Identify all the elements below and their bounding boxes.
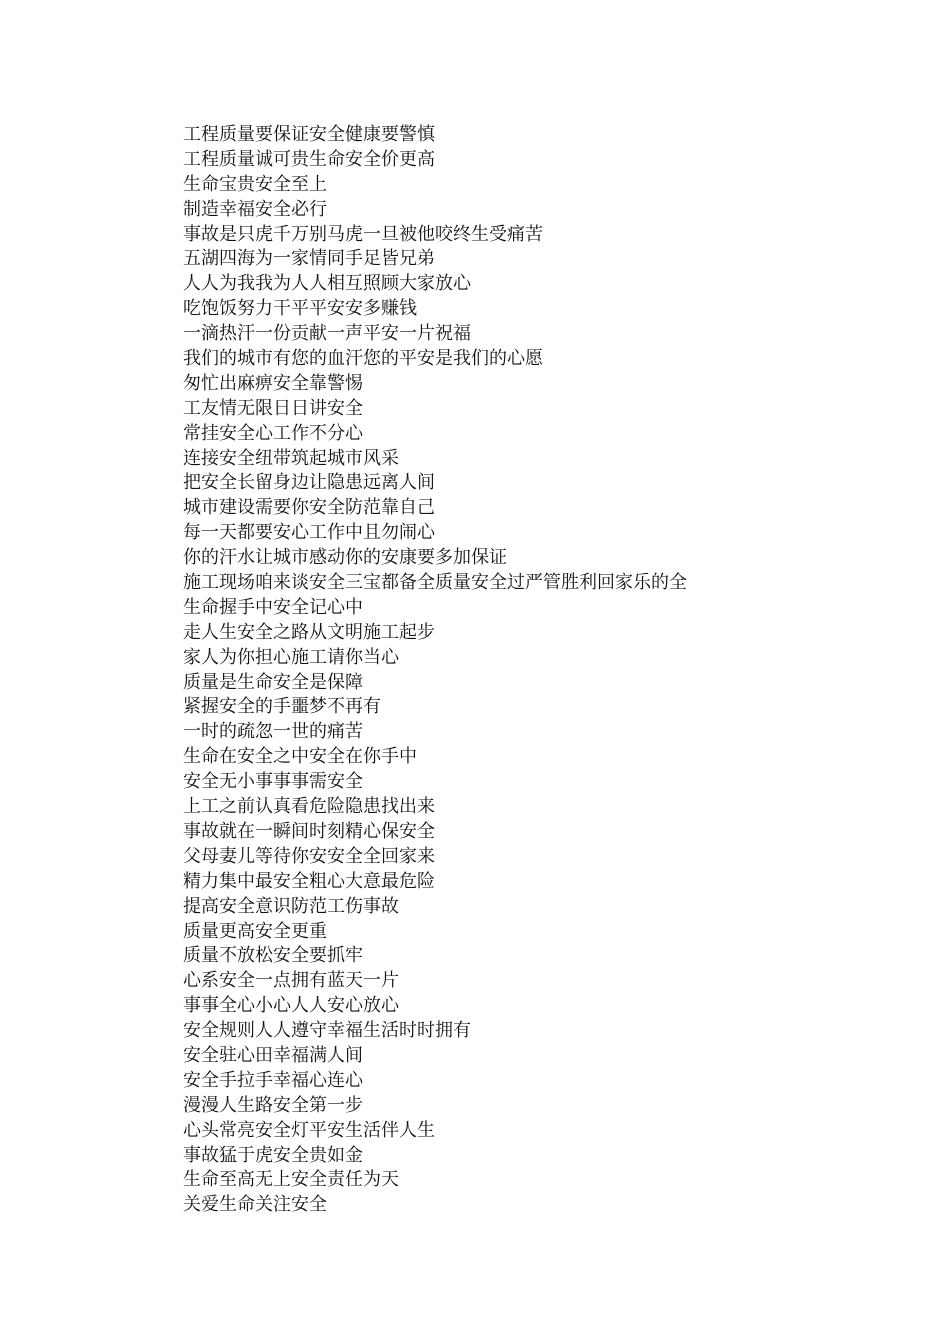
slogan-line: 心头常亮安全灯平安生活伴人生 [183, 1119, 435, 1141]
slogan-line: 心系安全一点拥有蓝天一片 [183, 970, 399, 992]
slogan-line: 事故是只虎千万别马虎一旦被他咬终生受痛苦 [183, 223, 543, 245]
slogan-line: 吃饱饭努力干平平安安多赚钱 [183, 298, 417, 320]
slogan-line: 父母妻儿等待你安安全全回家来 [183, 845, 435, 867]
slogan-line: 制造幸福安全必行 [183, 198, 327, 220]
slogan-line: 漫漫人生路安全第一步 [183, 1094, 363, 1116]
slogan-line: 我们的城市有您的血汗您的平安是我们的心愿 [183, 348, 543, 370]
slogan-line: 上工之前认真看危险隐患找出来 [183, 796, 435, 818]
slogan-line: 工程质量要保证安全健康要警慎 [183, 124, 435, 145]
slogan-line: 安全规则人人遵守幸福生活时时拥有 [183, 1020, 471, 1042]
slogan-line: 事事全心小心人人安心放心 [183, 995, 399, 1017]
slogan-line: 生命至高无上安全责任为天 [183, 1169, 399, 1191]
slogan-list [183, 123, 903, 1218]
slogan-line: 你的汗水让城市感动你的安康要多加保证 [183, 547, 507, 569]
slogan-line: 安全手拉手幸福心连心 [183, 1069, 363, 1091]
slogan-line: 生命宝贵安全至上 [183, 173, 327, 195]
slogan-line: 五湖四海为一家情同手足皆兄弟 [183, 248, 435, 270]
slogan-line: 提高安全意识防范工伤事故 [183, 895, 399, 917]
slogan-line: 紧握安全的手噩梦不再有 [183, 696, 381, 718]
slogan-line: 把安全长留身边让隐患远离人间 [183, 472, 435, 494]
slogan-line: 精力集中最安全粗心大意最危险 [183, 870, 435, 892]
slogan-line: 匆忙出麻痹安全靠警惕 [183, 372, 363, 394]
slogan-line: 安全无小事事事需安全 [183, 771, 363, 793]
slogan-line: 质量是生命安全是保障 [183, 671, 363, 693]
slogan-line: 质量不放松安全要抓牢 [183, 945, 363, 967]
slogan-line: 一滴热汗一份贡献一声平安一片祝福 [183, 323, 471, 345]
slogan-line: 事故就在一瞬间时刻精心保安全 [183, 820, 435, 842]
slogan-line: 家人为你担心施工请你当心 [183, 646, 399, 668]
slogan-line: 工程质量诚可贵生命安全价更高 [183, 148, 435, 170]
slogan-line: 人人为我我为人人相互照顾大家放心 [183, 273, 471, 295]
slogan-line: 关爱生命关注安全 [183, 1194, 327, 1216]
slogan-line: 城市建设需要你安全防范靠自己 [183, 497, 435, 519]
slogan-line: 生命在安全之中安全在你手中 [183, 746, 417, 768]
slogan-line: 走人生安全之路从文明施工起步 [183, 621, 435, 643]
slogan-line: 安全驻心田幸福满人间 [183, 1044, 363, 1066]
slogan-line: 施工现场咱来谈安全三宝都备全质量安全过严管胜利回家乐的全 [183, 572, 687, 594]
slogan-line: 一时的疏忽一世的痛苦 [183, 721, 363, 743]
slogan-line: 每一天都要安心工作中且勿闹心 [183, 522, 435, 544]
slogan-line: 事故猛于虎安全贵如金 [183, 1144, 363, 1166]
slogan-line: 常挂安全心工作不分心 [183, 422, 363, 444]
slogan-line: 生命握手中安全记心中 [183, 596, 363, 618]
slogan-line: 工友情无限日日讲安全 [183, 397, 363, 419]
slogan-line: 质量更高安全更重 [183, 920, 327, 942]
slogan-line: 连接安全纽带筑起城市风采 [183, 447, 399, 469]
